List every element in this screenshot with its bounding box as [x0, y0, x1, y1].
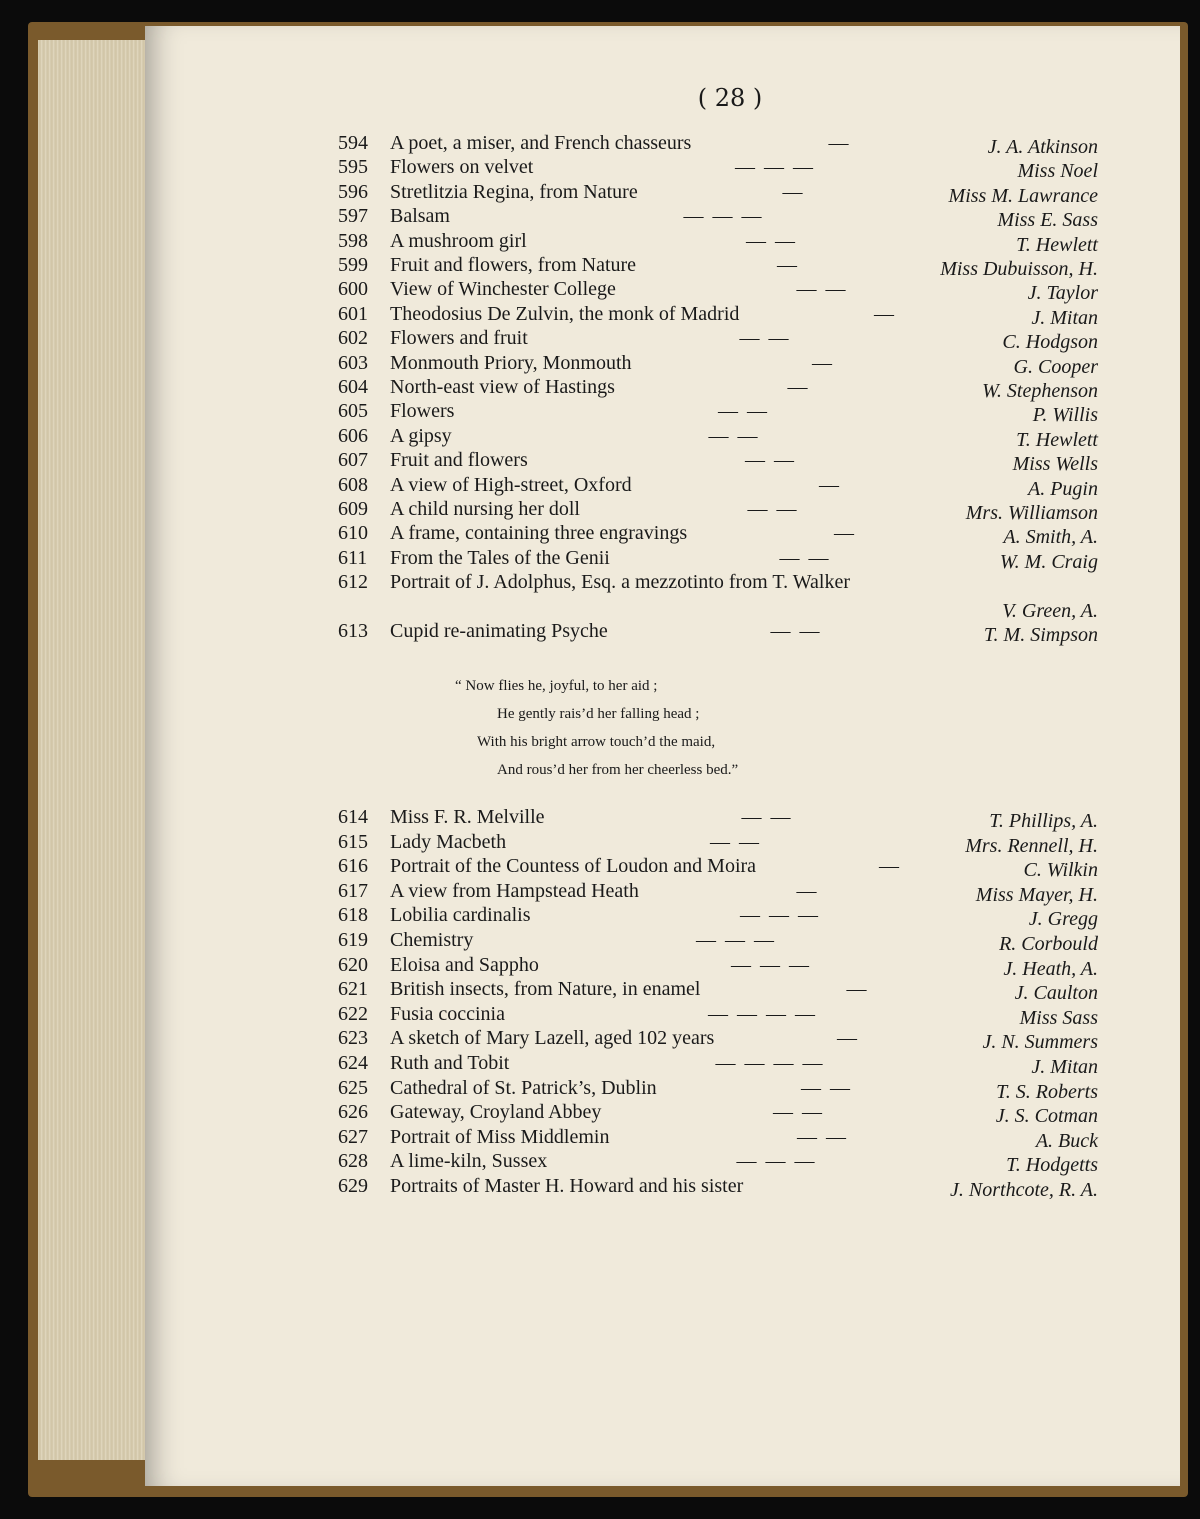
entry-number: 595 [338, 156, 368, 179]
entry-title: Gateway, Croyland Abbey [390, 1101, 602, 1124]
quote-line: With his bright arrow touch’d the maid, [477, 734, 716, 750]
entry-artist: J. Mitan [1031, 306, 1098, 329]
entry-title: North-east view of Hastings [390, 376, 615, 398]
entry-number: 620 [338, 953, 368, 976]
entry-dashes: — — [710, 830, 761, 853]
entry-title: Lady Macbeth [390, 830, 507, 853]
entry-number: 605 [338, 400, 368, 423]
entry-artist: T. Hewlett [1016, 428, 1098, 451]
entry-title: A view of High-street, Oxford [390, 473, 632, 496]
entry-title: Portrait of the Countess of Loudon and Moira [390, 855, 757, 878]
entry-artist: J. A. Atkinson [987, 136, 1098, 158]
entry-dashes: — [777, 254, 799, 276]
catalogue-entry [338, 278, 1098, 303]
entry-dashes: — [782, 180, 805, 203]
entry-number: 619 [338, 929, 368, 951]
entry-number: 626 [338, 1101, 368, 1124]
catalogue-entry [338, 132, 1098, 157]
entry-artist: J. S. Cotman [995, 1105, 1098, 1128]
entry-number: 615 [338, 830, 368, 853]
catalogue-entry [338, 929, 1098, 954]
entry-dashes: — [812, 351, 834, 374]
entry-artist: Miss Dubuisson, H. [940, 258, 1098, 280]
entry-dashes: — [819, 473, 841, 496]
entry-dashes: — — — — [708, 1002, 817, 1025]
entry-artist: Miss Wells [1012, 453, 1098, 476]
entry-artist: J. Caulton [1014, 982, 1098, 1005]
entry-artist: A. Pugin [1028, 477, 1098, 500]
catalogue-entry [338, 596, 1098, 621]
quote-line: He gently rais’d her falling head ; [497, 706, 700, 722]
entry-dashes: — — — — [715, 1052, 825, 1074]
entry-number: 600 [338, 278, 368, 301]
catalogue-entry [338, 1175, 1098, 1200]
entry-dashes: — [828, 132, 851, 154]
entry-title: Lobilia cardinalis [390, 904, 531, 927]
catalogue-entry [338, 303, 1098, 328]
entry-artist: Miss Noel [1017, 160, 1098, 183]
entry-artist: V. Green, A. [1002, 599, 1098, 622]
entry-dashes: — — — [683, 205, 764, 228]
catalogue-entry [338, 547, 1098, 572]
entry-title: Flowers on velvet [390, 156, 534, 179]
entry-title: A lime-kiln, Sussex [390, 1150, 548, 1173]
entry-number: 609 [338, 498, 368, 520]
entry-title: Chemistry [390, 929, 474, 951]
entry-number: 612 [338, 571, 368, 594]
catalogue-entry [338, 880, 1098, 905]
entry-number: 629 [338, 1175, 368, 1197]
entry-number: 607 [338, 449, 368, 472]
entry-artist: W. Stephenson [982, 380, 1098, 402]
entry-dashes: — — — [696, 929, 776, 951]
catalogue-entry [338, 806, 1098, 831]
entry-title: Portraits of Master H. Howard and his sister [390, 1175, 744, 1197]
entry-title: British insects, from Nature, in enamel [390, 978, 701, 1001]
entry-artist: C. Wilkin [1023, 859, 1098, 882]
entry-number: 614 [338, 806, 368, 828]
entry-number: 625 [338, 1076, 368, 1099]
entry-dashes: — — [747, 498, 799, 520]
catalogue-entry [338, 1077, 1098, 1102]
page-number: ( 28 ) [697, 84, 763, 112]
entry-artist: Miss E. Sass [997, 209, 1098, 232]
catalogue-entry [338, 904, 1098, 929]
entry-artist: J. Gregg [1028, 908, 1098, 931]
catalogue-entry [338, 498, 1098, 523]
entry-dashes: — — — [735, 156, 815, 179]
entry-dashes: — [834, 522, 856, 545]
entry-number: 624 [338, 1052, 368, 1074]
entry-artist: Miss M. Lawrance [948, 184, 1098, 207]
entry-dashes: — — — [740, 904, 820, 927]
entry-number: 623 [338, 1027, 368, 1050]
entry-artist: J. Taylor [1027, 282, 1098, 305]
entry-artist: J. N. Summers [982, 1031, 1098, 1054]
entry-number: 622 [338, 1002, 368, 1025]
entry-number: 598 [338, 229, 368, 252]
entry-number: 616 [338, 855, 368, 878]
entry-title: Flowers [390, 400, 455, 423]
entry-artist: Miss Sass [1019, 1006, 1098, 1029]
entry-title: A frame, containing three engravings [390, 522, 688, 545]
catalogue-entry [338, 1027, 1098, 1052]
catalogue-entry [338, 205, 1098, 230]
entry-number: 596 [338, 180, 368, 203]
catalogue-entry [338, 400, 1098, 425]
entry-dashes: — — [801, 1076, 852, 1099]
entry-title: A mushroom girl [390, 229, 527, 252]
entry-dashes: — — [779, 546, 831, 569]
entry-title: Miss F. R. Melville [390, 806, 545, 828]
catalogue-entry [338, 1052, 1098, 1077]
entry-dashes: — [846, 978, 869, 1001]
entry-title: Eloisa and Sappho [390, 953, 539, 976]
entry-number: 608 [338, 473, 368, 496]
entry-title: Balsam [390, 205, 450, 228]
entry-artist: G. Cooper [1013, 355, 1098, 378]
page-edges [38, 40, 148, 1460]
entry-title: A view from Hampstead Heath [390, 879, 639, 902]
catalogue-entry [338, 376, 1098, 401]
entry-number: 602 [338, 327, 368, 350]
entry-dashes: — [874, 302, 896, 325]
entry-artist: J. Heath, A. [1003, 957, 1098, 980]
entry-number: 599 [338, 254, 368, 276]
entry-number: 613 [338, 620, 368, 642]
entry-artist: A. Buck [1035, 1129, 1098, 1152]
catalogue-entry [338, 831, 1098, 856]
catalogue-entry [338, 855, 1098, 880]
quote-line: And rous’d her from her cheerless bed.” [497, 762, 739, 778]
entry-title: Fusia coccinia [390, 1002, 505, 1025]
catalogue-entry [338, 181, 1098, 206]
entry-artist: P. Willis [1032, 404, 1098, 427]
catalogue-entry [338, 156, 1098, 181]
entry-number: 601 [338, 302, 368, 325]
entry-artist: T. Hodgetts [1006, 1154, 1098, 1177]
entry-number: 597 [338, 205, 368, 228]
catalogue-entry [338, 425, 1098, 450]
entry-dashes: — — [708, 424, 760, 447]
entry-dashes: — — [718, 400, 769, 423]
entry-dashes: — — [797, 1125, 848, 1148]
entry-title: From the Tales of the Genii [390, 546, 610, 569]
catalogue-entry [338, 254, 1098, 279]
entry-number: 627 [338, 1125, 368, 1148]
entry-number: 610 [338, 522, 368, 545]
entry-dashes: — — [745, 449, 796, 472]
catalogue-entry [338, 1003, 1098, 1028]
catalogue-entry [338, 978, 1098, 1003]
entry-title: A sketch of Mary Lazell, aged 102 years [390, 1027, 715, 1050]
entry-title: View of Winchester College [390, 278, 616, 301]
entry-title: A poet, a miser, and French chasseurs [390, 132, 692, 154]
entry-dashes: — [796, 879, 819, 902]
entry-artist: T. S. Roberts [996, 1080, 1098, 1103]
entry-dashes: — — — [731, 953, 811, 976]
entry-dashes: — [879, 855, 901, 878]
entry-dashes: — — [773, 1101, 824, 1124]
catalogue-entry [338, 954, 1098, 979]
catalogue-entry [338, 1126, 1098, 1151]
entry-title: Flowers and fruit [390, 327, 528, 350]
catalogue-entry [338, 230, 1098, 255]
entry-title: Cathedral of St. Patrick’s, Dublin [390, 1076, 657, 1099]
entry-title: Portrait of Miss Middlemin [390, 1125, 610, 1148]
catalogue-entry [338, 327, 1098, 352]
entry-title: Theodosius De Zulvin, the monk of Madrid [390, 302, 740, 325]
entry-dashes: — — [739, 327, 791, 350]
entry-artist: W. M. Craig [999, 550, 1098, 573]
entry-number: 611 [338, 546, 368, 569]
entry-dashes: — [787, 376, 810, 398]
entry-dashes: — — [770, 620, 822, 642]
entry-artist: T. Phillips, A. [989, 810, 1098, 832]
catalogue-entry [338, 620, 1098, 645]
entry-title: A gipsy [390, 424, 452, 447]
entry-artist: Mrs. Williamson [965, 502, 1098, 524]
entry-artist: Mrs. Rennell, H. [965, 834, 1098, 857]
entry-title: Ruth and Tobit [390, 1052, 510, 1074]
entry-number: 617 [338, 879, 368, 902]
entry-number: 594 [338, 132, 368, 154]
entry-title: Fruit and flowers [390, 449, 528, 472]
entry-title: Portrait of J. Adolphus, Esq. a mezzotinto from T. Walker [390, 571, 850, 594]
entry-title: Monmouth Priory, Monmouth [390, 351, 632, 374]
entry-title: Fruit and flowers, from Nature [390, 254, 637, 276]
entry-number: 606 [338, 424, 368, 447]
entry-title: Cupid re-animating Psyche [390, 620, 608, 642]
entry-artist: Miss Mayer, H. [975, 883, 1098, 906]
entry-artist: T. M. Simpson [983, 624, 1098, 646]
entry-title: A child nursing her doll [390, 498, 580, 520]
entry-dashes: — — [796, 278, 848, 301]
entry-dashes: — [837, 1027, 859, 1050]
entry-dashes: — — — [736, 1150, 817, 1173]
entry-number: 603 [338, 351, 368, 374]
entry-artist: A. Smith, A. [1003, 526, 1098, 549]
entry-artist: C. Hodgson [1002, 331, 1098, 354]
catalogue-entry [338, 1101, 1098, 1126]
entry-artist: J. Mitan [1031, 1056, 1098, 1078]
entry-number: 628 [338, 1150, 368, 1173]
catalogue-entry [338, 352, 1098, 377]
catalogue-entry [338, 522, 1098, 547]
catalogue-entry [338, 571, 1098, 596]
catalogue-entry [338, 449, 1098, 474]
entry-artist: R. Corbould [999, 933, 1098, 955]
entry-dashes: — — [741, 806, 793, 828]
entry-number: 604 [338, 376, 368, 398]
entry-title: Stretlitzia Regina, from Nature [390, 180, 638, 203]
entry-artist: J. Northcote, R. A. [950, 1179, 1098, 1201]
quote-line: “ Now flies he, joyful, to her aid ; [455, 678, 658, 694]
entry-number: 618 [338, 904, 368, 927]
entry-dashes: — — [746, 229, 797, 252]
entry-number: 621 [338, 978, 368, 1001]
catalogue-entry [338, 474, 1098, 499]
catalogue-entry [338, 1150, 1098, 1175]
entry-artist: T. Hewlett [1016, 233, 1098, 256]
